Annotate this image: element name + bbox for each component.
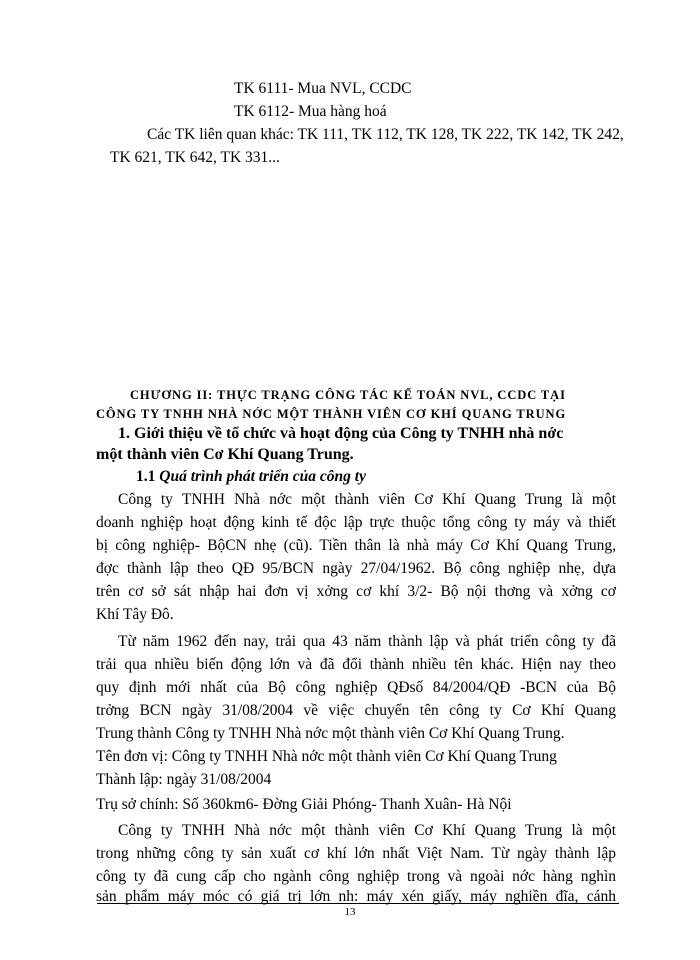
paragraph-1-line: trên cơ sở sát nhập hai đơn vị xởng cơ khí 3/2- Bộ nội thơng và xởng cơ bbox=[96, 583, 616, 600]
paragraph-2-line: Trung thành Công ty TNHH Nhà nớc một thành viên Cơ Khí Quang Trung. bbox=[96, 725, 565, 742]
paragraph-1-line: bị công nghiệp- BộCN nhẹ (cũ). Tiền thân là nhà máy Cơ Khí Quang Trung, bbox=[96, 537, 616, 554]
related-accounts-line-1: Các TK liên quan khác: TK 111, TK 112, TK 128, TK 222, TK 142, TK 242, bbox=[147, 126, 624, 143]
unit-name-line: Tên đơn vị: Công ty TNHH Nhà nớc một thành viên Cơ Khí Quang Trung bbox=[96, 748, 557, 765]
paragraph-1-line: Khí Tây Đô. bbox=[96, 606, 174, 623]
headquarters-line: Trụ sở chính: Số 360km6- Đờng Giải Phóng- Thanh Xuân- Hà Nội bbox=[96, 796, 512, 813]
page-number: 13 bbox=[344, 906, 356, 918]
subsection-title: Quá trình phát triển của công ty bbox=[159, 468, 366, 485]
subsection-number: 1.1 bbox=[136, 468, 160, 485]
founded-line: Thành lập: ngày 31/08/2004 bbox=[96, 771, 272, 788]
account-tk6111: TK 6111- Mua NVL, CCDC bbox=[234, 80, 412, 97]
chapter-title-line-1: CHƯƠNG II: THỰC TRẠNG CÔNG TÁC KẾ TOÁN NVL, CCDC TẠI bbox=[130, 388, 566, 402]
paragraph-2-line: trởng BCN ngày 31/08/2004 về việc chuyển tên công ty Cơ Khí Quang bbox=[96, 702, 616, 719]
paragraph-3-line: trong những công ty sản xuất cơ khí lớn nhất Việt Nam. Từ ngày thành lập bbox=[96, 845, 616, 862]
section-heading-line-2: một thành viên Cơ Khí Quang Trung. bbox=[96, 446, 354, 463]
footer-divider bbox=[97, 903, 619, 904]
paragraph-1-line: doanh nghiệp hoạt động kinh tế độc lập trực thuộc tổng công ty máy và thiết bbox=[96, 514, 616, 531]
related-accounts-line-2: TK 621, TK 642, TK 331... bbox=[110, 149, 280, 166]
paragraph-1-line: đợc thành lập theo QĐ 95/BCN ngày 27/04/1962. Bộ công nghiệp nhẹ, dựa bbox=[96, 560, 616, 577]
chapter-title-line-2: CÔNG TY TNHH NHÀ NỚC MỘT THÀNH VIÊN CƠ KHÍ QUANG TRUNG bbox=[96, 407, 567, 421]
paragraph-3-line: công ty đã cung cấp cho ngành công nghiệp trong và ngoài nớc hàng nghìn bbox=[96, 868, 616, 885]
account-tk6112: TK 6112- Mua hàng hoá bbox=[234, 103, 387, 120]
paragraph-1-line: Công ty TNHH Nhà nớc một thành viên Cơ Khí Quang Trung là một bbox=[118, 491, 616, 508]
paragraph-3-line: Công ty TNHH Nhà nớc một thành viên Cơ Khí Quang Trung là một bbox=[118, 822, 616, 839]
section-heading-line-1: 1. Giới thiệu về tổ chức và hoạt động của Công ty TNHH nhà nớc bbox=[118, 425, 564, 442]
subsection-heading bbox=[136, 466, 366, 488]
paragraph-2-line: trải qua nhiều biến động lớn và đã đổi thành nhiều tên khác. Hiện nay theo bbox=[96, 656, 616, 673]
paragraph-2-line: quy định mới nhất của Bộ công nghiệp QĐsố 84/2004/QĐ -BCN của Bộ bbox=[96, 679, 616, 696]
paragraph-2-line: Từ năm 1962 đến nay, trải qua 43 năm thành lập và phát triển công ty đã bbox=[118, 633, 616, 650]
paragraph-3-line: sản phẩm máy móc có giá trị lớn nh: máy xén giấy, máy nghiền đĩa, cánh bbox=[96, 888, 616, 905]
